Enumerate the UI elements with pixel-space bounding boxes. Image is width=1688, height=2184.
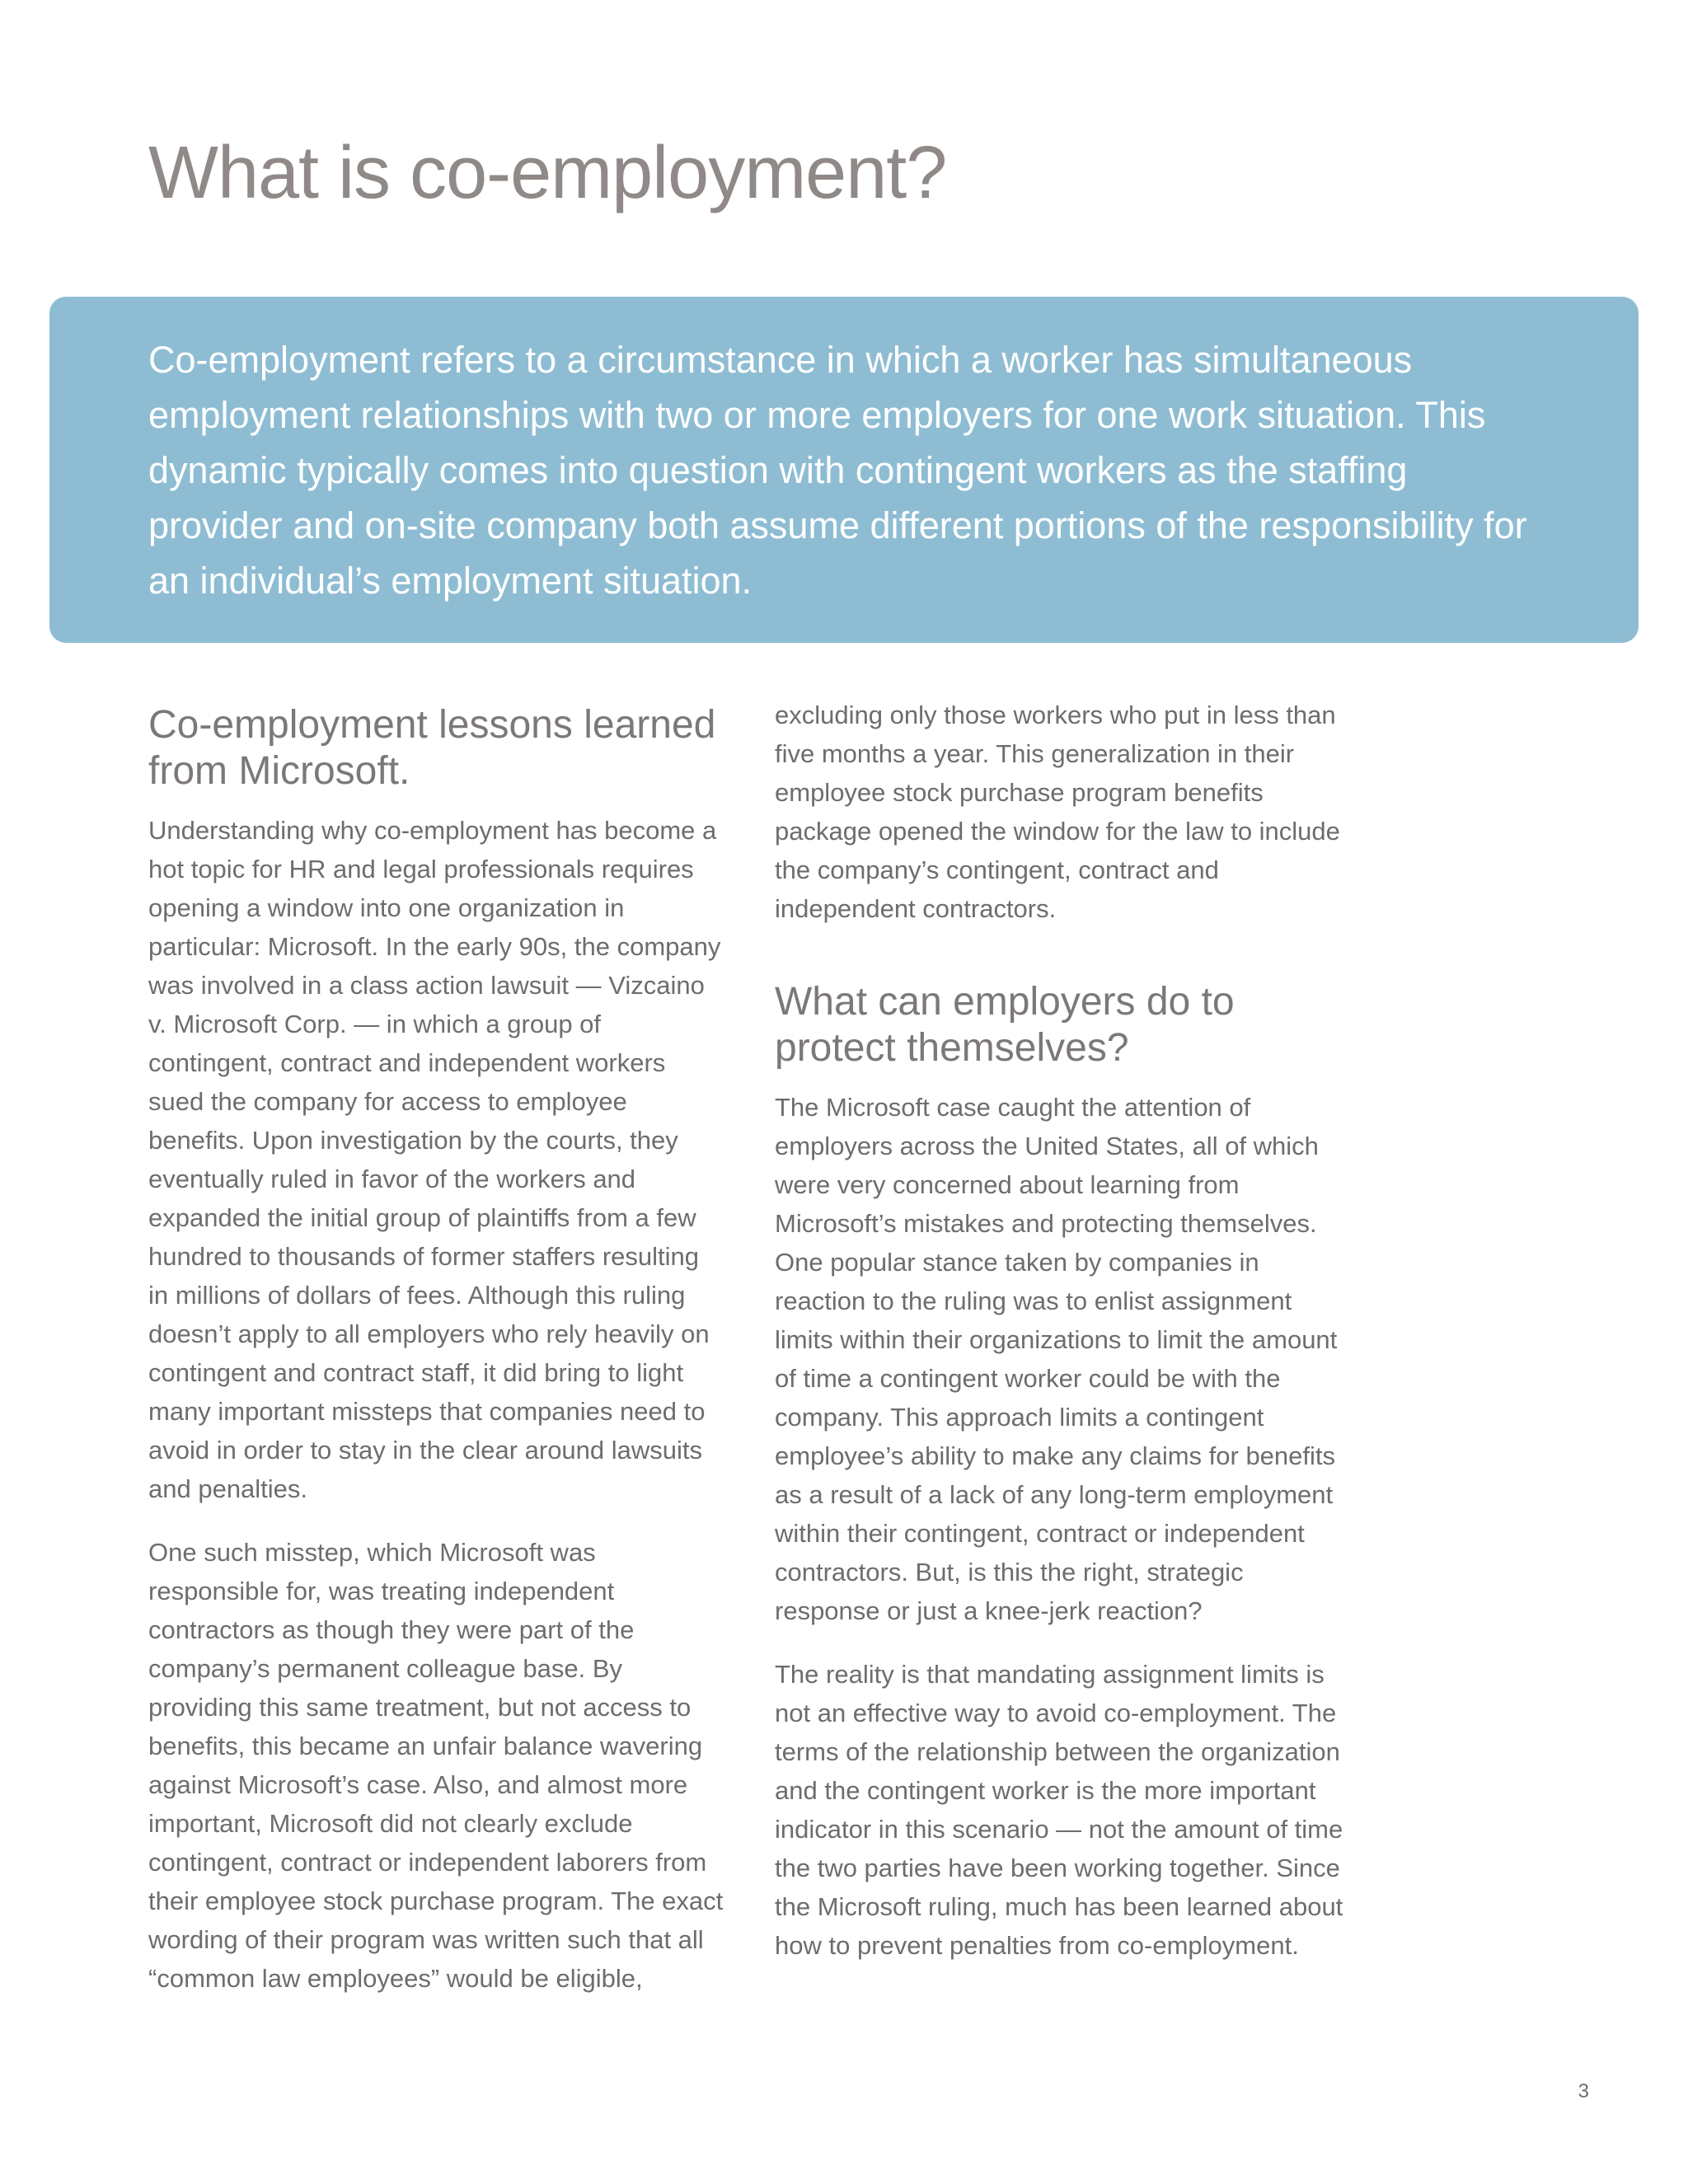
page-title: What is co-employment? [148, 132, 947, 214]
protect-themselves-heading: What can employers do to protect themselves? [775, 980, 1235, 1070]
body-paragraph: The reality is that mandating assignment limits is not an effective way to avoid co-employment. The terms of the relationship between the organization and the contingent worker is the more important indicator in this scenario — not the amount of time the two parties have been working together. Since the Microsoft ruling, much has been learned about how to prevent penalties from co-employment. [775, 1660, 1343, 1960]
body-paragraph: The Microsoft case caught the attention of employers across the United States, all of which were very concerned about learning from Microsoft’s mistakes and protecting themselves. One popular stance taken by companies in reaction to the ruling was to enlist assignment limits within their organizations to limit the amount of time a contingent worker could be with the company. This approach limits a contingent employee’s ability to make any claims for benefits as a result of a lack of any long-term employment within their contingent, contract or independent contractors. But, is this the right, strategic response or just a knee-jerk reaction? [775, 1093, 1338, 1625]
definition-callout [49, 297, 1639, 643]
body-paragraph: One such misstep, which Microsoft was responsible for, was treating independent contractors as though they were part of the company’s permanent colleague base. By providing this same treatment, but not access to benefits, this became an unfair balance wavering against Microsoft’s case. Also, and almost more important, Microsoft did not clearly exclude contingent, contract or independent laborers from their employee stock purchase program. The exact wording of their program was written such that all “common law employees” would be eligible, [148, 1538, 724, 1993]
callout-text: Co-employment refers to a circumstance in which a worker has simultaneous employment relationships with two or more employers for one work situation. This dynamic typically comes into question with contingent workers as the staffing provider and on-site company both assume different portions of the responsibility for an individual’s employment situation. [148, 339, 1527, 602]
body-paragraph: Understanding why co-employment has become a hot topic for HR and legal professionals requires opening a window into one organization in particular: Microsoft. In the early 90s, the company was involved in a class action lawsuit — Vizcaino v. Microsoft Corp. — in which a group of contingent, contract and independent workers sued the company for access to employee benefits. Upon investigation by the courts, they eventually ruled in favor of the workers and expanded the initial group of plaintiffs from a few hundred to thousands of former staffers resulting in millions of dollars of fees. Although this ruling doesn’t apply to all employers who rely heavily on contingent and contract staff, it did bring to light many important missteps that companies need to avoid in order to stay in the clear around lawsuits and penalties. [148, 816, 721, 1503]
continued-paragraph: excluding only those workers who put in less than five months a year. This generalization in their employee stock purchase program benefits package opened the window for the law to include the company’s contingent, contract and independent contractors. [775, 701, 1340, 923]
page-number: 3 [1578, 2080, 1589, 2102]
left-column [148, 702, 725, 2022]
right-column [775, 702, 1352, 1990]
microsoft-lessons-heading: Co-employment lessons learned from Microsoft. [148, 703, 716, 793]
